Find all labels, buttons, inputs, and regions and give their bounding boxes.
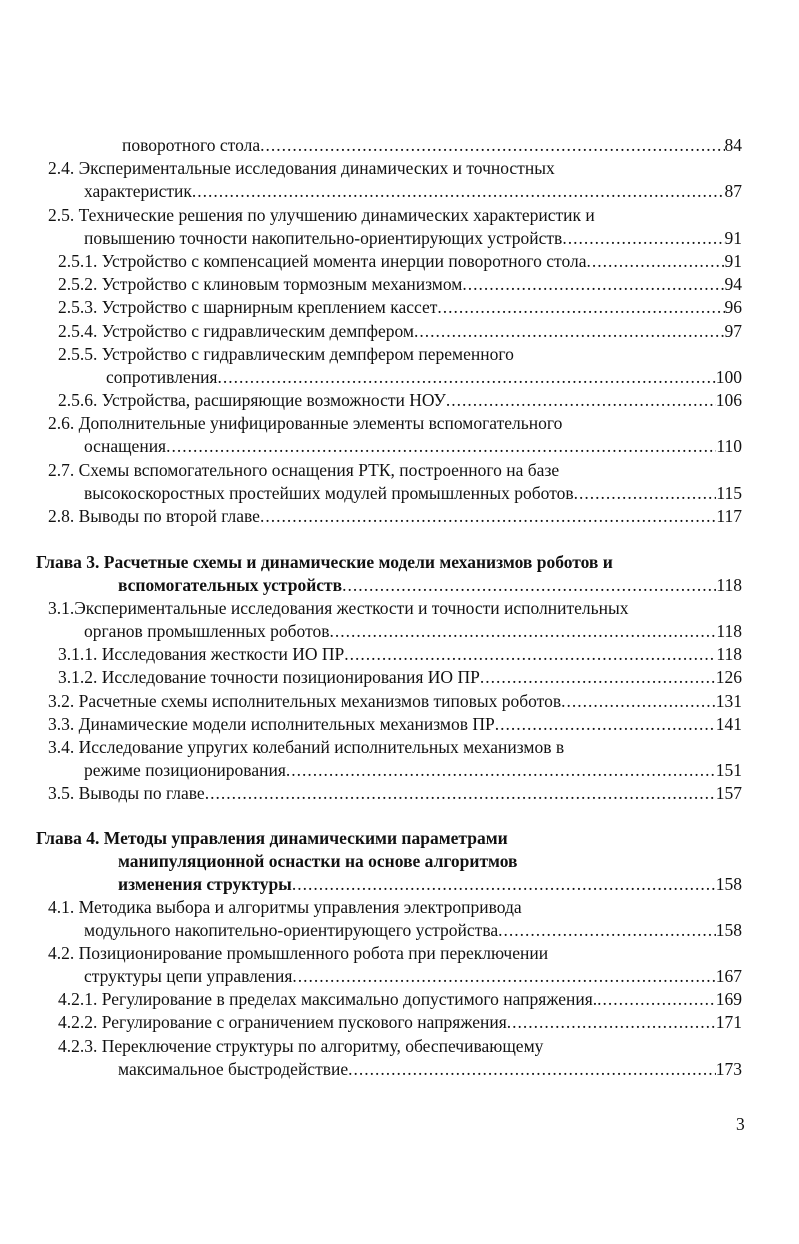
toc-entry-text: режиме позиционирования <box>84 760 286 780</box>
toc-entry-page: 115 <box>716 483 742 503</box>
toc-entry-page: 173 <box>715 1059 742 1079</box>
toc-leader-dots <box>495 713 716 735</box>
toc-entry <box>118 873 742 895</box>
toc-entry-text: 2.5.2. Устройство с клиновым тормозным механизмом <box>58 274 463 294</box>
toc-entry-text: 2.5.6. Устройства, расширяющие возможности НОУ <box>58 390 446 410</box>
toc-entry-page: 158 <box>715 920 742 940</box>
toc-leader-dots <box>462 273 724 295</box>
toc-leader-dots <box>292 965 715 987</box>
toc-entry-text: сопротивления <box>106 367 218 387</box>
toc-entry-page: 94 <box>724 274 742 294</box>
toc-entry <box>84 919 742 941</box>
toc-entry-text: 2.8. Выводы по второй главе <box>48 506 260 526</box>
toc-leader-dots <box>292 873 716 895</box>
toc-entry <box>48 782 742 804</box>
toc-entry-text: модульного накопительно-ориентирующего устройства <box>84 920 499 940</box>
toc-entry <box>58 389 742 411</box>
toc-entry <box>58 273 742 295</box>
toc-entry-text: структуры цепи управления <box>84 966 293 986</box>
toc-entry <box>84 435 742 457</box>
toc-entry-text: 2.5. Технические решения по улучшению динамических характеристик и <box>48 205 595 225</box>
toc-entry-text: максимальное быстродействие <box>118 1059 349 1079</box>
toc-entry-page: 117 <box>716 506 742 526</box>
chapter-heading: манипуляционной оснастки на основе алгоритмов <box>118 851 518 871</box>
toc-entry-text: 3.5. Выводы по главе <box>48 783 205 803</box>
toc-entry-page: 91 <box>724 251 742 271</box>
toc-entry <box>58 296 742 318</box>
toc-entry <box>118 574 742 596</box>
toc-leader-dots <box>286 759 716 781</box>
toc-leader-dots <box>260 134 724 156</box>
toc-entry-text: 2.6. Дополнительные унифицированные элементы вспомогательного <box>48 413 563 433</box>
toc-entry-page: 141 <box>715 714 742 734</box>
toc-entry-text: 2.5.4. Устройство с гидравлическим демпфером <box>58 321 414 341</box>
toc-entry-text: 2.4. Экспериментальные исследования динамических и точностных <box>48 158 555 178</box>
toc-leader-dots <box>166 435 716 457</box>
toc-entry-page: 118 <box>716 621 742 641</box>
toc-entry <box>84 180 742 202</box>
toc-entry-text: органов промышленных роботов <box>84 621 330 641</box>
toc-leader-dots <box>205 782 716 804</box>
toc-leader-dots <box>586 250 724 272</box>
toc-leader-dots <box>330 620 717 642</box>
toc-entry-page: 118 <box>716 644 742 664</box>
toc-leader-dots <box>192 180 725 202</box>
toc-entry <box>84 965 742 987</box>
toc-entry-text: 3.3. Динамические модели исполнительных механизмов ПР <box>48 714 495 734</box>
toc-entry-text: оснащения <box>84 436 167 456</box>
toc-leader-dots <box>574 482 717 504</box>
toc-entry <box>58 666 742 688</box>
toc-entry-page: 118 <box>716 575 742 595</box>
toc-entry-page: 131 <box>715 691 742 711</box>
toc-entry <box>58 320 742 342</box>
toc-leader-dots <box>260 505 716 527</box>
toc-entry-text: высокоскоростных простейших модулей промышленных роботов <box>84 483 574 503</box>
toc-entry-text: 2.5.5. Устройство с гидравлическим демпфером переменного <box>58 344 514 364</box>
toc-leader-dots <box>562 227 724 249</box>
toc-leader-dots <box>437 296 724 318</box>
toc-entry-text: поворотного стола <box>122 135 261 155</box>
toc-entry-text: 2.5.3. Устройство с шарнирным креплением кассет <box>58 297 438 317</box>
chapter-heading: Глава 4. Методы управления динамическими параметрами <box>36 828 508 848</box>
toc-entry-text: 4.2.2. Регулирование с ограничением пускового напряжения <box>58 1012 507 1032</box>
toc-entry-text: 3.1.1. Исследования жесткости ИО ПР <box>58 644 345 664</box>
toc-entry-text: характеристик <box>84 181 192 201</box>
toc-entry-page: 126 <box>715 667 742 687</box>
toc-entry-text: 3.1.Экспериментальные исследования жесткости и точности исполнительных <box>48 598 629 618</box>
toc-entry-page: 84 <box>724 135 742 155</box>
toc-leader-dots <box>597 988 716 1010</box>
toc-entry <box>122 134 742 156</box>
toc-entry <box>58 250 742 272</box>
toc-entry-page: 87 <box>724 181 742 201</box>
toc-entry-text: 2.5.1. Устройство с компенсацией момента инерции поворотного стола <box>58 251 587 271</box>
toc-entry-text: 4.2.1. Регулирование в пределах максимально допустимого напряжения. <box>58 989 598 1009</box>
toc-leader-dots <box>414 320 725 342</box>
toc-entry-text: 4.2.3. Переключение структуры по алгоритму, обеспечивающему <box>58 1036 544 1056</box>
toc-entry-page: 171 <box>715 1012 742 1032</box>
toc-entry-page: 151 <box>715 760 742 780</box>
toc-entry <box>84 482 742 504</box>
toc-entry <box>106 366 742 388</box>
toc-entry-page: 96 <box>724 297 742 317</box>
toc-entry <box>58 988 742 1010</box>
toc-entry-text: 3.1.2. Исследование точности позиционирования ИО ПР <box>58 667 480 687</box>
toc-leader-dots <box>344 643 716 665</box>
page-number: 3 <box>736 1114 745 1134</box>
toc-leader-dots <box>561 690 716 712</box>
toc-entry-page: 97 <box>724 321 742 341</box>
toc-entry-text: изменения структуры <box>118 874 292 894</box>
toc-leader-dots <box>498 919 716 941</box>
toc-leader-dots <box>507 1011 716 1033</box>
toc-entry <box>48 690 742 712</box>
toc-entry <box>48 505 742 527</box>
toc-entry-page: 169 <box>715 989 742 1009</box>
toc-leader-dots <box>480 666 716 688</box>
toc-leader-dots <box>446 389 716 411</box>
toc-leader-dots <box>342 574 716 596</box>
toc-entry-page: 110 <box>716 436 742 456</box>
toc-entry-page: 100 <box>715 367 742 387</box>
toc-entry-page: 158 <box>715 874 742 894</box>
toc-entry-text: 4.1. Методика выбора и алгоритмы управления электропривода <box>48 897 522 917</box>
toc-entry <box>58 1011 742 1033</box>
toc-entry <box>84 227 742 249</box>
toc-entry-page: 157 <box>715 783 742 803</box>
toc-leader-dots <box>348 1058 716 1080</box>
toc-entry <box>118 1058 742 1080</box>
toc-entry-page: 167 <box>715 966 742 986</box>
toc-leader-dots <box>217 366 715 388</box>
toc-entry <box>58 643 742 665</box>
toc-entry-page: 91 <box>724 228 742 248</box>
toc-entry-text: повышению точности накопительно-ориентирующих устройств <box>84 228 563 248</box>
toc-entry <box>48 713 742 735</box>
toc-entry-text: 3.2. Расчетные схемы исполнительных механизмов типовых роботов <box>48 691 562 711</box>
chapter-heading: Глава 3. Расчетные схемы и динамические модели механизмов роботов и <box>36 552 613 572</box>
toc-entry-text: 4.2. Позиционирование промышленного робота при переключении <box>48 943 549 963</box>
toc-entry-text: 2.7. Схемы вспомогательного оснащения РТК, построенного на базе <box>48 460 560 480</box>
toc-entry <box>84 759 742 781</box>
toc-entry-text: 3.4. Исследование упругих колебаний исполнительных механизмов в <box>48 737 565 757</box>
toc-entry <box>84 620 742 642</box>
toc-entry-page: 106 <box>715 390 742 410</box>
toc-entry-text: вспомогательных устройств <box>118 575 343 595</box>
